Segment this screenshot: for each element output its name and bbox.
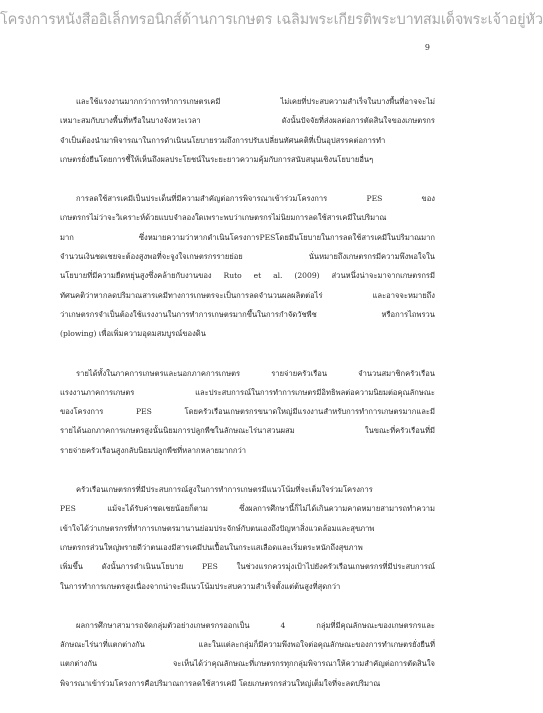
paragraph-line: การลดใช้สารเคมีเป็นประเด็นที่มีความสำคัญต่อการพิจารณาเข้าร่วมโครงการ PES ของ [76, 194, 435, 204]
paragraph-line: เกษตรกรไม่ว่าจะวิเคราะห์ด้วยแบบจำลองใดเพราะพบว่าเกษตรกรไม่นิยมการลดใช้สารเคมีในปริมาณ [60, 213, 387, 223]
paragraph [60, 364, 435, 460]
paragraph-line: พิจารณาเข้าร่วมโครงการคือปริมาณการลดใช้สารเคมี โดยเกษตรกรส่วนใหญ่เต็มใจที่จะลดปริมาณ [60, 678, 381, 688]
paragraph-line: ผลการศึกษาสามารถจัดกลุ่มตัวอย่างเกษตรกรออกเป็น 4 กลุ่มที่มีคุณลักษณะของเกษตรกรและ [76, 620, 435, 630]
paragraph-line: ทัศนคติว่าหากลดปริมาณสารเคมีทางการเกษตรจะเป็นการลดจำนวนผลผลิตต่อไร่ และอาจจะหมายถึง [60, 290, 435, 300]
running-header: โครงการหนังสืออิเล็กทรอนิกส์ด้านการเกษตร เฉลิมพระเกียรติพระบาทสมเด็จพระเจ้าอยู่หัว [0, 12, 543, 28]
paragraph [60, 92, 435, 169]
paragraph-line: เกษตรยั่งยืนโดยการชี้ให้เห็นถึงผลประโยชน์ในระยะยาวความคุ้มกับการสนับสนุนเชิงนโยบายอื่นๆ [60, 154, 374, 164]
paragraph-line: แรงงานภาคการเกษตร และประสบการณ์ในการทำการเกษตรมีอิทธิพลต่อความนิยมต่อคุณลักษณะ [60, 387, 435, 397]
paragraph-line: ของโครงการ PES โดยครัวเรือนเกษตรกรขนาดใหญ่มีแรงงานสำหรับการทำการเกษตรมากและมี [60, 407, 435, 417]
paragraph-line: แตกต่างกัน จะเห็นได้ว่าคุณลักษณะที่เกษตรกรทุกกลุ่มพิจารณาให้ความสำคัญต่อการตัดสินใจ [60, 659, 435, 669]
body-text [60, 92, 435, 713]
paragraph-line: นโยบายที่มีความยืดหยุ่นสูงซึ่งคล้ายกับงานของ Ruto et al. (2009) ส่วนหนึ่งน่าจะมาจากเกษตรกรมี [60, 271, 435, 281]
paragraph-line: ในการทำการเกษตรสูงเนื่องจากน่าจะมีแนวโน้มประสบความสำเร็จตั้งแต่ต้นสูงที่สุดกว่า [60, 581, 341, 591]
paragraph-line: (plowing) เพื่อเพิ่มความอุดมสมบูรณ์ของดิน [60, 329, 206, 339]
paragraph-line: เพิ่มขึ้น ดังนั้นการดำเนินนโยบาย PES ในช่วงแรกควรมุ่งเป้าไปยังครัวเรือนเกษตรกรที่มีประสบการณ์ [60, 562, 435, 572]
paragraph-line: ครัวเรือนเกษตรกรที่มีประสบการณ์สูงในการทำการเกษตรมีแนวโน้มที่จะเต็มใจร่วมโครงการ [76, 485, 373, 495]
paragraph-line: รายจ่ายครัวเรือนสูงกลับนิยมปลูกพืชที่หลากหลายมากกว่า [60, 445, 246, 455]
paragraph-line: เหมาะสมกับบางพื้นที่หรือในบางจังหวะเวลา ดังนั้นปัจจัยที่ส่งผลต่อการตัดสินใจของเกษตรกร [60, 116, 435, 126]
page-number: 9 [424, 43, 430, 52]
paragraph-line: จำเป็นต้องนำมาพิจารณาในการดำเนินนโยบายรวมถึงการปรับเปลี่ยนทัศนคติที่เป็นอุปสรรคต่อการทำ [60, 135, 386, 145]
paragraph-line: และใช้แรงงานมากกว่าการทำการเกษตรเคมี ไม่เคยที่ประสบความสำเร็จในบางพื้นที่อาจจะไม่ [76, 97, 435, 106]
paragraph [60, 616, 435, 693]
paragraph-line: รายได้นอกภาคการเกษตรสูงนั้นนิยมการปลูกพืชในลักษณะไร่นาสวนผสม ในขณะที่ครัวเรือนที่มี [60, 426, 435, 436]
paragraph [60, 189, 435, 343]
paragraph-line: PES แม้จะได้รับค่าชดเชยน้อยก็ตาม ซึ่งผลการศึกษานี้ก็ไม่ได้เกินความคาดหมายสามารถทำความ [60, 504, 435, 514]
paragraph-line: รายได้ทั้งในภาคการเกษตรและนอกภาคการเกษตร รายจ่ายครัวเรือน จำนวนสมาชิกครัวเรือน [76, 368, 435, 378]
paragraph-line: จำนวนเงินชดเชยจะต้องสูงพอที่จะจูงใจเกษตรกรรายย่อย นั่นหมายถึงเกษตรกรมีความพึงพอใจใน [60, 252, 435, 262]
paragraph-line: ว่าเกษตรกรจำเป็นต้องใช้แรงงานในการทำการเกษตรมากขึ้นในการกำจัดวัชพืช หรือการไถพรวน [60, 309, 435, 319]
paragraph-line: ลักษณะไร่นาที่แตกต่างกัน และในแต่ละกลุ่มก็มีความพึงพอใจต่อคุณลักษณะของการทำเกษตรยั่งยืนที่ [60, 640, 435, 650]
paragraph-line: เข้าใจได้ว่าเกษตรกรที่ทำการเกษตรมานานย่อมประจักษ์กับตนเองถึงปัญหาสิ่งแวดล้อมและสุขภาพ [60, 523, 375, 533]
paragraph-line: เกษตรกรส่วนใหญ่พรายดีว่าตนเองมีสารเคมีปนเปื้อนในกระแสเลือดและเริ่มตระหนักถึงสุขภาพ [60, 542, 363, 552]
paragraph [60, 480, 435, 596]
paragraph-line: มาก ซึ่งหมายความว่าหากดำเนินโครงการPESโดยมีนโยบายในการลดใช้สารเคมีในปริมาณมาก [60, 232, 435, 242]
